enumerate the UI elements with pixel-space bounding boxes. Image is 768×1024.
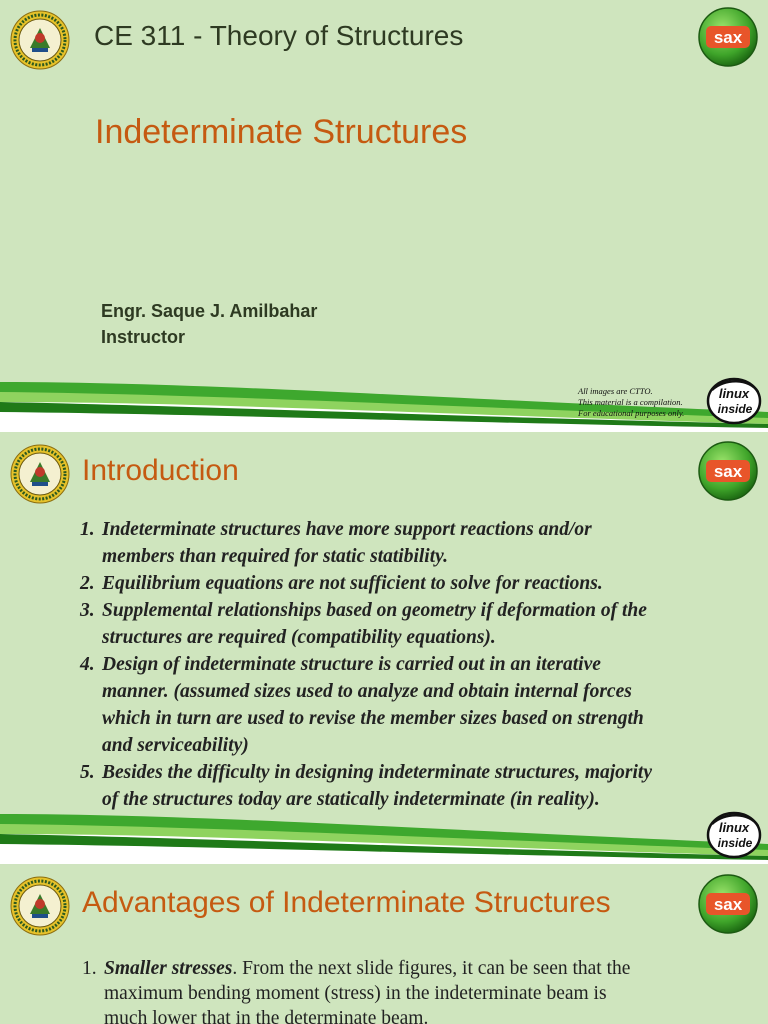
list-line: Indeterminate structures have more support reactions and/or — [102, 519, 592, 540]
list-number: 1. — [80, 519, 95, 540]
main-title: Indeterminate Structures — [95, 113, 468, 151]
list-line — [104, 956, 752, 981]
list-line: Supplemental relationships based on geometry if deformation of the — [102, 600, 647, 621]
sax-logo-text: sax — [713, 895, 743, 914]
list-line: Design of indeterminate structure is carried out in an iterative — [102, 654, 601, 675]
author-role: Instructor — [101, 327, 186, 347]
advantages-list — [82, 956, 752, 1024]
list-number: 3. — [80, 600, 95, 621]
sax-logo-icon — [697, 873, 759, 935]
list-line: structures are required (compatibility equations). — [102, 627, 496, 648]
list-number: 4. — [80, 654, 95, 675]
ctto-line: This material is a compilation. — [578, 397, 683, 407]
list-line: Besides the difficulty in designing indeterminate structures, majority — [102, 762, 653, 783]
inside-text: inside — [717, 836, 753, 850]
ctto-notice — [578, 386, 684, 419]
list-number: 2. — [80, 573, 95, 594]
introduction-list — [80, 516, 750, 813]
list-line: members than required for static statibility. — [102, 546, 448, 567]
author-name: Engr. Saque J. Amilbahar — [101, 301, 318, 321]
linux-inside-logo-icon — [706, 376, 762, 426]
list-line: which in turn are used to revise the member sizes based on strength — [102, 708, 644, 729]
list-line: Equilibrium equations are not sufficient to solve for reactions. — [102, 573, 603, 594]
sax-logo-text: sax — [713, 462, 743, 481]
sax-logo-text: sax — [713, 28, 743, 47]
course-title: CE 311 - Theory of Structures — [94, 20, 464, 51]
list-item — [80, 597, 750, 651]
list-line: of the structures today are statically indeterminate (in reality). — [102, 789, 600, 810]
list-item-text: . From the next slide figures, it can be seen that the — [232, 958, 631, 979]
sax-logo-icon — [697, 6, 759, 68]
introduction-slide — [0, 432, 768, 864]
list-item-heading: Smaller stresses — [104, 958, 233, 979]
list-item — [80, 570, 750, 597]
green-swoosh-decoration — [0, 804, 768, 864]
sax-logo-icon — [697, 440, 759, 502]
university-seal-icon — [10, 10, 70, 70]
ctto-line: For educational purposes only. — [578, 408, 685, 418]
list-item — [80, 651, 750, 759]
title-slide — [0, 0, 768, 432]
ctto-line: All images are CTTO. — [578, 386, 653, 396]
slide-title: Advantages of Indeterminate Structures — [82, 886, 611, 919]
list-item — [82, 956, 752, 1024]
advantages-slide — [0, 866, 768, 1024]
linux-inside-logo-icon — [706, 810, 762, 860]
list-line: maximum bending moment (stress) in the indeterminate beam is — [104, 983, 607, 1004]
list-line: much lower that in the determinate beam. — [104, 1008, 429, 1024]
list-line: manner. (assumed sizes used to analyze and obtain internal forces — [102, 681, 632, 702]
linux-text: linux — [718, 820, 750, 835]
university-seal-icon — [10, 444, 70, 504]
list-number: 1. — [82, 958, 97, 979]
university-seal-icon — [10, 876, 70, 936]
linux-text: linux — [718, 386, 750, 401]
list-line: and serviceability) — [102, 735, 249, 756]
list-number: 5. — [80, 762, 95, 783]
slide-title: Introduction — [82, 454, 239, 487]
list-item — [80, 516, 750, 570]
inside-text: inside — [717, 402, 753, 416]
